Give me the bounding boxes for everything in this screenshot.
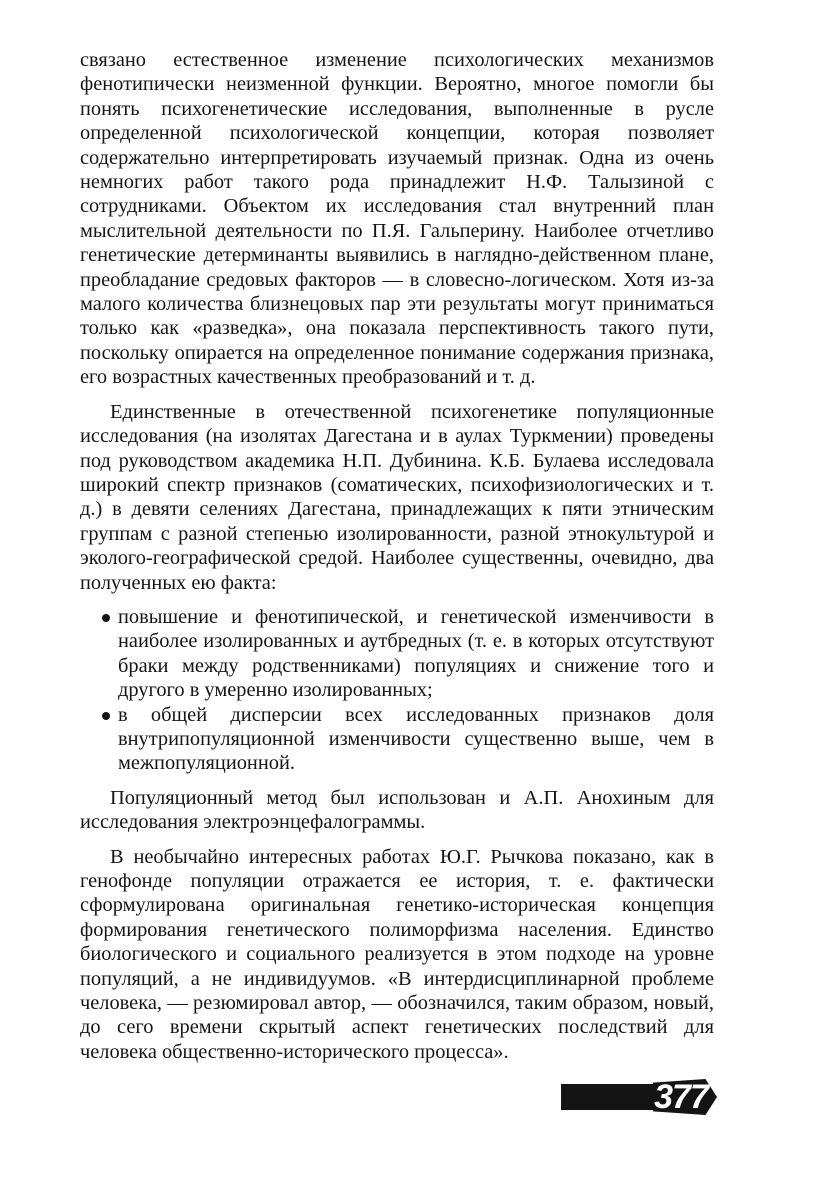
bullet-list: [80, 605, 714, 776]
bullet-dot-icon: [102, 614, 110, 622]
page-number-band: [561, 1078, 717, 1116]
bullet-dot-icon: [102, 712, 110, 720]
page-body: [80, 48, 714, 1074]
page-number: 377: [654, 1078, 708, 1116]
paragraph-4: В необычайно интересных работах Ю.Г. Рычкова показано, как в генофонде популяции отражается ее история, т. е. фактически сформулирована оригинальная генетико-историческая концепция формирования генетического полиморфизма населения. Единство биологического и социального реализуется в этом подходе на уровне популяций, а не индивидуумов. «В интердисциплинарной проблеме человека, — резюмировал автор, — обозначился, таким образом, новый, до сего времени скрытый аспект генетических последствий для человека общественно-исторического процесса».: [80, 845, 714, 1063]
paragraph-2: Единственные в отечественной психогенетике популяционные исследования (на изолятах Дагестана и в аулах Туркмении) проведены под руководством академика Н.П. Дубинина. К.Б. Булаева исследовала широкий спектр признаков (соматических, психофизиологических и т. д.) в девяти селениях Дагестана, принадлежащих к пяти этническим группам с разной степенью изолированности, разной этнокультурой и эколого-географической средой. Наиболее существенны, очевидно, два полученных ею факта:: [80, 400, 714, 594]
bullet-text-2: в общей дисперсии всех исследованных признаков доля внутрипопуляционной изменчивости существенно выше, чем в межпопуляционной.: [118, 703, 714, 775]
list-item: [80, 605, 714, 703]
paragraph-3: Популяционный метод был использован и А.П. Анохиным для исследования электроэнцефалограммы.: [80, 786, 714, 834]
list-item: [80, 703, 714, 776]
bullet-text-1: повышение и фенотипической, и генетической изменчивости в наиболее изолированных и аутбредных (т. е. в которых отсутствуют браки между родственниками) популяциях и снижение того и другого в умеренно изолированных;: [118, 605, 714, 702]
paragraph-1: связано естественное изменение психологических механизмов фенотипически неизменной функции. Вероятно, многое помогли бы понять психогенетические исследования, выполненные в русле определенной психологической концепции, которая позволяет содержательно интерпретировать изучаемый признак. Одна из очень немногих работ такого рода принадлежит Н.Ф. Талызиной с сотрудниками. Объектом их исследования стал внутренний план мыслительной деятельности по П.Я. Гальперину. Наиболее отчетливо генетические детерминанты выявились в наглядно-действенном плане, преобладание средовых факторов — в словесно-логическом. Хотя из-за малого количества близнецовых пар эти результаты могут приниматься только как «разведка», она показала перспективность такого пути, поскольку опирается на определенное понимание содержания признака, его возрастных качественных преобразований и т. д.: [80, 49, 714, 389]
page-number-bar: [561, 1084, 661, 1110]
